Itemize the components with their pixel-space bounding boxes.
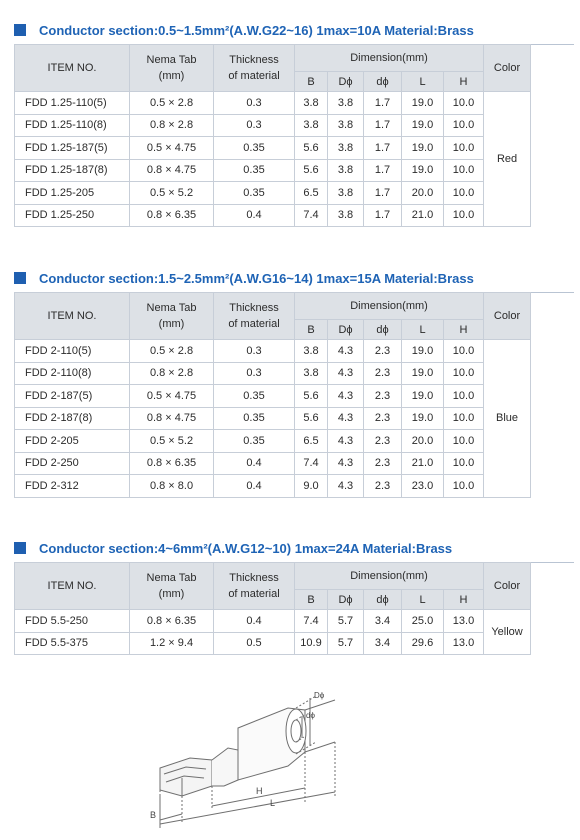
cell-dim-b: 3.8 — [295, 114, 328, 137]
cell-item-no: FDD 5.5-375 — [15, 632, 130, 655]
cell-nema-tab: 0.8 × 4.75 — [130, 407, 214, 430]
header-color: Color — [484, 563, 531, 610]
cell-dim-b: 5.6 — [295, 407, 328, 430]
cell-dim-d: 2.3 — [364, 340, 402, 363]
table-row — [15, 362, 531, 385]
section-title-row — [14, 268, 574, 288]
header-dim-l: L — [402, 590, 444, 610]
cell-dim-d: 2.3 — [364, 430, 402, 453]
terminal-neck-shape — [212, 748, 238, 786]
cell-dim-D: 3.8 — [328, 204, 364, 227]
header-nema-tab-line2: (mm) — [158, 588, 185, 600]
cell-dim-H: 10.0 — [444, 430, 484, 453]
cell-thickness: 0.4 — [214, 475, 295, 498]
header-color: Color — [484, 45, 531, 92]
cell-dim-H: 13.0 — [444, 632, 484, 655]
cell-thickness: 0.35 — [214, 159, 295, 182]
section-marker-icon — [14, 24, 26, 36]
header-thickness-line1: Thickness — [229, 572, 279, 584]
cell-item-no: FDD 2-250 — [15, 452, 130, 475]
cell-dim-b: 7.4 — [295, 452, 328, 475]
header-thickness — [214, 563, 295, 610]
cell-dim-L: 21.0 — [402, 452, 444, 475]
table-row — [15, 159, 531, 182]
cell-item-no: FDD 2-187(8) — [15, 407, 130, 430]
table-row — [15, 632, 531, 655]
cell-dim-D: 4.3 — [328, 340, 364, 363]
section-title-row — [14, 20, 574, 40]
cell-color: Yellow — [484, 610, 531, 655]
receptacle-tab-shape — [160, 758, 212, 796]
section-title: Conductor section:0.5~1.5mm²(A.W.G22~16) 1max=10A Material:Brass — [39, 22, 474, 38]
section-title: Conductor section:4~6mm²(A.W.G12~10) 1max=24A Material:Brass — [39, 540, 453, 556]
cell-dim-H: 13.0 — [444, 610, 484, 633]
cell-nema-tab: 0.5 × 2.8 — [130, 92, 214, 115]
cell-dim-D: 3.8 — [328, 92, 364, 115]
header-nema-tab — [130, 563, 214, 610]
cell-item-no: FDD 1.25-250 — [15, 204, 130, 227]
cell-dim-D: 4.3 — [328, 385, 364, 408]
cell-dim-H: 10.0 — [444, 385, 484, 408]
cell-dim-L: 19.0 — [402, 340, 444, 363]
cell-dim-b: 3.8 — [295, 362, 328, 385]
cell-dim-d: 1.7 — [364, 92, 402, 115]
cell-dim-d: 1.7 — [364, 204, 402, 227]
cell-dim-d: 1.7 — [364, 137, 402, 160]
header-nema-tab — [130, 293, 214, 340]
header-dim-b: B — [295, 320, 328, 340]
header-nema-tab-line1: Nema Tab — [146, 302, 197, 314]
cell-nema-tab: 0.5 × 4.75 — [130, 137, 214, 160]
cell-dim-L: 19.0 — [402, 385, 444, 408]
cell-dim-D: 3.8 — [328, 137, 364, 160]
cell-dim-d: 3.4 — [364, 632, 402, 655]
cell-nema-tab: 0.5 × 2.8 — [130, 340, 214, 363]
header-nema-tab-line1: Nema Tab — [146, 54, 197, 66]
cell-color: Red — [484, 92, 531, 227]
section-1 — [14, 20, 574, 222]
cell-dim-L: 20.0 — [402, 430, 444, 453]
header-row — [15, 563, 531, 590]
cell-nema-tab: 0.8 × 6.35 — [130, 610, 214, 633]
cell-nema-tab: 0.5 × 5.2 — [130, 430, 214, 453]
cell-thickness: 0.35 — [214, 137, 295, 160]
cell-dim-D: 3.8 — [328, 114, 364, 137]
cell-dim-b: 6.5 — [295, 430, 328, 453]
header-nema-tab — [130, 45, 214, 92]
cell-thickness: 0.3 — [214, 340, 295, 363]
label-D: Dϕ — [314, 691, 325, 700]
cell-thickness: 0.35 — [214, 182, 295, 205]
header-dim-l: L — [402, 320, 444, 340]
section-2 — [14, 268, 574, 492]
cell-item-no: FDD 2-110(5) — [15, 340, 130, 363]
cell-dim-b: 5.6 — [295, 159, 328, 182]
header-thickness — [214, 293, 295, 340]
cell-thickness: 0.4 — [214, 452, 295, 475]
cell-dim-D: 3.8 — [328, 159, 364, 182]
header-item-no: ITEM NO. — [15, 45, 130, 92]
cell-nema-tab: 0.8 × 6.35 — [130, 452, 214, 475]
cell-thickness: 0.3 — [214, 114, 295, 137]
cell-dim-H: 10.0 — [444, 182, 484, 205]
cell-thickness: 0.35 — [214, 385, 295, 408]
table-row — [15, 340, 531, 363]
spec-table — [14, 44, 531, 227]
label-H: H — [256, 786, 263, 796]
section-title: Conductor section:1.5~2.5mm²(A.W.G16~14) 1max=15A Material:Brass — [39, 270, 474, 286]
cell-dim-L: 20.0 — [402, 182, 444, 205]
table-row — [15, 475, 531, 498]
cell-thickness: 0.4 — [214, 610, 295, 633]
cell-nema-tab: 0.8 × 6.35 — [130, 204, 214, 227]
cell-nema-tab: 0.8 × 2.8 — [130, 362, 214, 385]
header-nema-tab-line2: (mm) — [158, 70, 185, 82]
cell-dim-d: 2.3 — [364, 475, 402, 498]
cell-thickness: 0.3 — [214, 92, 295, 115]
cell-dim-L: 19.0 — [402, 159, 444, 182]
cell-dim-d: 2.3 — [364, 452, 402, 475]
cell-thickness: 0.3 — [214, 362, 295, 385]
header-thickness-line2: of material — [228, 70, 280, 82]
header-dim-h: H — [444, 590, 484, 610]
cell-dim-d: 2.3 — [364, 385, 402, 408]
header-dim-d-outer: Dϕ — [328, 590, 364, 610]
cell-dim-D: 3.8 — [328, 182, 364, 205]
section-marker-icon — [14, 542, 26, 554]
cell-dim-D: 4.3 — [328, 475, 364, 498]
header-nema-tab-line2: (mm) — [158, 318, 185, 330]
spec-table — [14, 562, 531, 655]
cell-dim-H: 10.0 — [444, 114, 484, 137]
cell-dim-L: 19.0 — [402, 92, 444, 115]
header-dim-h: H — [444, 72, 484, 92]
cell-dim-D: 4.3 — [328, 452, 364, 475]
cell-dim-L: 23.0 — [402, 475, 444, 498]
cell-dim-d: 2.3 — [364, 407, 402, 430]
cell-dim-b: 5.6 — [295, 385, 328, 408]
cell-nema-tab: 0.5 × 5.2 — [130, 182, 214, 205]
header-dim-d: dϕ — [364, 72, 402, 92]
header-dimension: Dimension(mm) — [295, 563, 484, 590]
cell-item-no: FDD 5.5-250 — [15, 610, 130, 633]
header-dim-d: dϕ — [364, 320, 402, 340]
cell-thickness: 0.35 — [214, 407, 295, 430]
table-row — [15, 452, 531, 475]
cell-dim-b: 10.9 — [295, 632, 328, 655]
header-item-no: ITEM NO. — [15, 563, 130, 610]
header-color: Color — [484, 293, 531, 340]
cell-dim-b: 9.0 — [295, 475, 328, 498]
table-row — [15, 182, 531, 205]
cell-item-no: FDD 1.25-110(8) — [15, 114, 130, 137]
cell-item-no: FDD 1.25-187(8) — [15, 159, 130, 182]
cell-nema-tab: 0.8 × 4.75 — [130, 159, 214, 182]
header-thickness-line2: of material — [228, 588, 280, 600]
cell-dim-H: 10.0 — [444, 475, 484, 498]
cell-dim-H: 10.0 — [444, 452, 484, 475]
section-marker-icon — [14, 272, 26, 284]
header-dim-b: B — [295, 72, 328, 92]
cell-dim-b: 7.4 — [295, 610, 328, 633]
header-row — [15, 293, 531, 320]
cell-item-no: FDD 1.25-110(5) — [15, 92, 130, 115]
cell-dim-H: 10.0 — [444, 137, 484, 160]
cell-dim-H: 10.0 — [444, 340, 484, 363]
cell-item-no: FDD 2-312 — [15, 475, 130, 498]
cell-dim-L: 21.0 — [402, 204, 444, 227]
cell-dim-L: 19.0 — [402, 362, 444, 385]
cell-dim-H: 10.0 — [444, 204, 484, 227]
header-dim-h: H — [444, 320, 484, 340]
table-row — [15, 610, 531, 633]
cell-dim-L: 19.0 — [402, 407, 444, 430]
header-dim-l: L — [402, 72, 444, 92]
cell-dim-H: 10.0 — [444, 159, 484, 182]
cell-dim-d: 2.3 — [364, 362, 402, 385]
cell-dim-L: 19.0 — [402, 137, 444, 160]
cell-dim-L: 29.6 — [402, 632, 444, 655]
cell-item-no: FDD 2-110(8) — [15, 362, 130, 385]
table-row — [15, 204, 531, 227]
cell-dim-H: 10.0 — [444, 362, 484, 385]
header-dimension: Dimension(mm) — [295, 293, 484, 320]
table-row — [15, 114, 531, 137]
section-3 — [14, 538, 574, 650]
table-row — [15, 430, 531, 453]
cell-item-no: FDD 2-187(5) — [15, 385, 130, 408]
cell-dim-b: 7.4 — [295, 204, 328, 227]
label-d: dϕ — [306, 711, 315, 720]
cell-dim-d: 3.4 — [364, 610, 402, 633]
cell-item-no: FDD 2-205 — [15, 430, 130, 453]
header-dim-d: dϕ — [364, 590, 402, 610]
cell-dim-b: 3.8 — [295, 92, 328, 115]
cell-dim-H: 10.0 — [444, 92, 484, 115]
cell-nema-tab: 1.2 × 9.4 — [130, 632, 214, 655]
cell-dim-b: 3.8 — [295, 340, 328, 363]
table-row — [15, 385, 531, 408]
cell-dim-H: 10.0 — [444, 407, 484, 430]
terminal-dimension-diagram — [120, 688, 350, 828]
cell-thickness: 0.4 — [214, 204, 295, 227]
cell-dim-D: 4.3 — [328, 407, 364, 430]
cell-dim-D: 4.3 — [328, 430, 364, 453]
cell-color: Blue — [484, 340, 531, 498]
cell-dim-d: 1.7 — [364, 114, 402, 137]
table-row — [15, 92, 531, 115]
cell-dim-D: 5.7 — [328, 610, 364, 633]
label-L: L — [270, 798, 276, 808]
table-row — [15, 137, 531, 160]
header-nema-tab-line1: Nema Tab — [146, 572, 197, 584]
header-dim-d-outer: Dϕ — [328, 320, 364, 340]
label-B: B — [150, 810, 157, 820]
cell-item-no: FDD 1.25-205 — [15, 182, 130, 205]
header-dim-b: B — [295, 590, 328, 610]
header-thickness-line1: Thickness — [229, 302, 279, 314]
header-row — [15, 45, 531, 72]
cell-thickness: 0.5 — [214, 632, 295, 655]
cell-dim-L: 19.0 — [402, 114, 444, 137]
section-title-row — [14, 538, 574, 558]
cell-nema-tab: 0.5 × 4.75 — [130, 385, 214, 408]
cell-dim-D: 5.7 — [328, 632, 364, 655]
header-dimension: Dimension(mm) — [295, 45, 484, 72]
cell-dim-b: 5.6 — [295, 137, 328, 160]
cell-dim-d: 1.7 — [364, 182, 402, 205]
cell-thickness: 0.35 — [214, 430, 295, 453]
cell-nema-tab: 0.8 × 8.0 — [130, 475, 214, 498]
cell-dim-b: 6.5 — [295, 182, 328, 205]
header-dim-d-outer: Dϕ — [328, 72, 364, 92]
header-thickness-line2: of material — [228, 318, 280, 330]
header-item-no: ITEM NO. — [15, 293, 130, 340]
header-thickness — [214, 45, 295, 92]
cell-dim-L: 25.0 — [402, 610, 444, 633]
cell-nema-tab: 0.8 × 2.8 — [130, 114, 214, 137]
table-row — [15, 407, 531, 430]
spec-table — [14, 292, 531, 498]
cell-item-no: FDD 1.25-187(5) — [15, 137, 130, 160]
cell-dim-d: 1.7 — [364, 159, 402, 182]
cell-dim-D: 4.3 — [328, 362, 364, 385]
header-thickness-line1: Thickness — [229, 54, 279, 66]
